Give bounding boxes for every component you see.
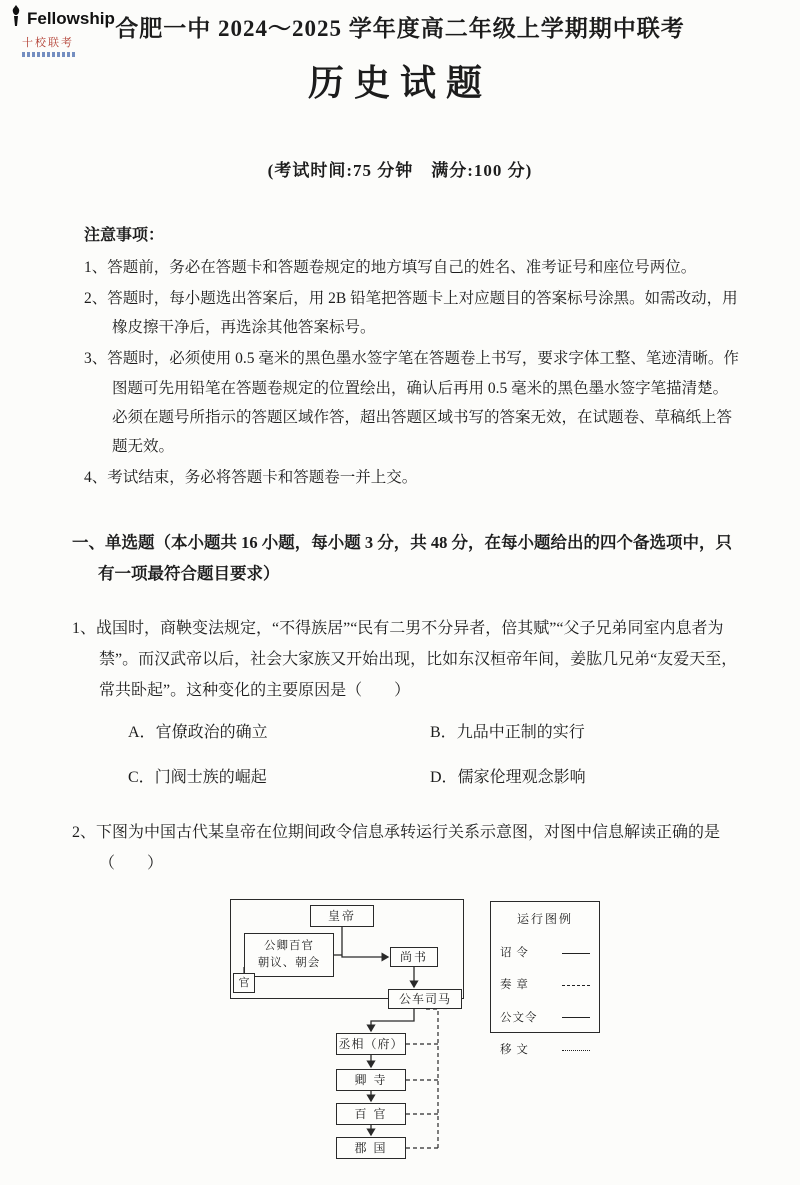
note-item: 1、答题前，务必在答题卡和答题卷规定的地方填写自己的姓名、准考证号和座位号两位。 [84, 259, 697, 277]
option-text: 官僚政治的确立 [155, 723, 268, 741]
question-1-stem: 1、战国时，商鞅变法规定，“不得族居”“民有二男不分异者，倍其赋”“父子兄弟同室内息者为禁”。而汉武帝以后，社会大家族又开始出现，比如东汉桓帝年间，姜肱几兄弟“友爱天至，常共卧起”。这种变化的主要原因是（ ） [72, 620, 738, 700]
question-1-options [128, 717, 744, 793]
option-text: 九品中正制的实行 [456, 723, 585, 741]
notes-heading: 注意事项： [84, 227, 165, 244]
option-label: D． [430, 768, 458, 786]
question-2-stem: 2、下图为中国古代某皇帝在位期间政令信息承转运行关系示意图，对图中信息解读正确的是（ ） [72, 824, 721, 873]
diagram-box-qingsi: 卿 寺 [336, 1069, 406, 1091]
option-d [430, 762, 744, 793]
note-item: 3、答题时，必须使用 0.5 毫米的黑色墨水签字笔在答题卷上书写，要求字体工整、笔迹清晰。作图题可先用铅笔在答题卷规定的位置绘出，确认后再用 0.5 毫米的黑色墨水签字笔描清楚。必须在题号所指示的答题区域作答，超出答题区域书写的答案无效，在试题卷、草稿纸上答题无效。 [84, 350, 739, 455]
note-item: 4、考试结束，务必将答题卡和答题卷一并上交。 [84, 468, 418, 486]
legend-row [491, 942, 599, 964]
solid-line-sample [562, 953, 590, 954]
option-text: 儒家伦理观念影响 [457, 768, 586, 786]
torch-icon [8, 4, 24, 33]
diagram-box-shangshu: 尚书 [390, 947, 438, 967]
legend-row [491, 1007, 599, 1029]
dashed-line-sample [562, 985, 590, 986]
note-item: 2、答题时，每小题选出答案后，用 2B 铅笔把答题卡上对应题目的答案标号涂黑。如需改动，用橡皮擦干净后，再选涂其他答案标号。 [84, 290, 738, 337]
diagram-box-junguo: 郡 国 [336, 1137, 406, 1159]
option-label: B． [430, 723, 457, 741]
logo-sub-text: 十校联考 [22, 37, 74, 49]
school-header-line: 合肥一中 2024～2025 学年度高二年级上学期期中联考 [115, 16, 685, 41]
court-line2: 朝议、朝会 [257, 957, 321, 970]
diagram-box-baiguan: 百 官 [336, 1103, 406, 1125]
page-title: 历史试题 [307, 63, 492, 103]
dotted-line-sample [562, 1050, 590, 1051]
option-label: C． [128, 768, 155, 786]
question-1 [72, 613, 744, 793]
exam-notes [84, 221, 742, 492]
legend-row [491, 1039, 599, 1061]
section-heading: 一、单选题（本小题共 16 小题，每小题 3 分，共 48 分，在每小题给出的四个备选项中，只有一项最符合题目要求） [72, 533, 732, 583]
logo-brand-text: Fellowship [27, 8, 115, 28]
logo-fine-print [22, 52, 76, 57]
diagram-box-chengxiang: 丞相（府） [336, 1033, 406, 1055]
diagram-box-gongche: 公车司马 [388, 989, 462, 1009]
fellowship-logo [8, 4, 168, 57]
option-text: 门阀士族的崛起 [154, 768, 267, 786]
legend-label: 移 文 [500, 1044, 529, 1057]
exam-meta-line: (考试时间:75 分钟 满分:100 分) [267, 161, 533, 180]
diagram-box-emperor: 皇帝 [310, 905, 374, 927]
option-a [128, 717, 430, 748]
court-line1: 公卿百官 [264, 940, 314, 953]
diagram-legend [490, 901, 600, 1057]
question-2 [72, 817, 744, 1185]
diagram-box-guan: 官 [233, 973, 255, 993]
solid-line-sample [562, 1017, 590, 1018]
legend-label: 奏 章 [500, 979, 529, 992]
option-c [128, 762, 430, 793]
legend-title: 运行图例 [516, 912, 573, 927]
legend-label: 公文令 [500, 1011, 538, 1024]
option-b [430, 717, 744, 748]
legend-row [491, 974, 599, 996]
diagram-box-court [244, 933, 334, 977]
option-label: A． [128, 723, 156, 741]
legend-label: 诏 令 [500, 946, 529, 959]
question-2-diagram [230, 893, 610, 1185]
